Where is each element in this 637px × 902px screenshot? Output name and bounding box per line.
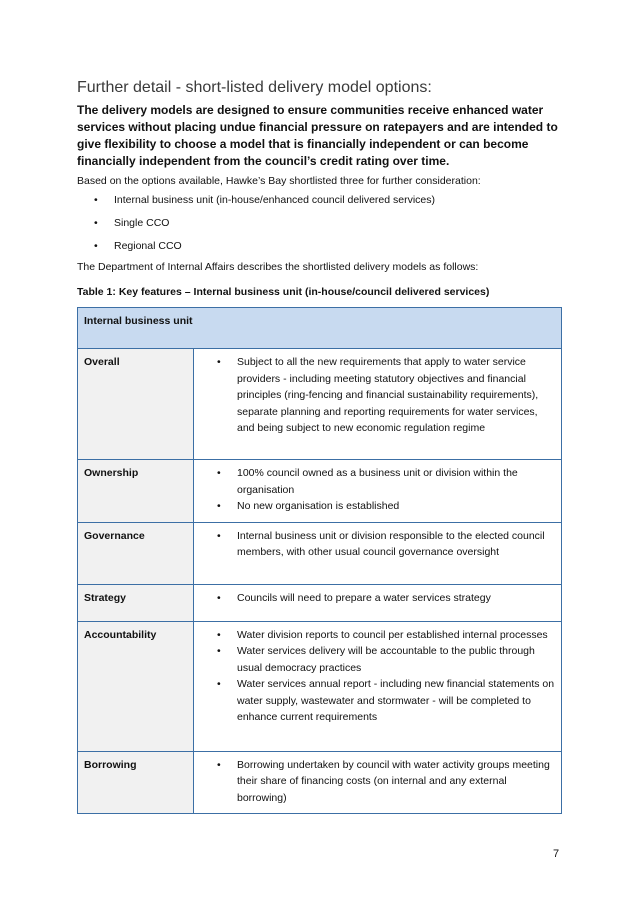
table-row <box>78 751 562 814</box>
row-label: Governance <box>78 522 194 584</box>
row-detail <box>194 460 562 523</box>
item-text: Internal business unit or division responsible to the elected council members, with other usual council governance oversight <box>237 529 545 558</box>
row-detail <box>194 621 562 751</box>
list-item <box>77 239 562 254</box>
bullet-icon: • <box>217 591 221 604</box>
bullet-icon: • <box>217 628 221 641</box>
option-text: Internal business unit (in-house/enhanced council delivered services) <box>114 194 436 206</box>
table-row <box>78 522 562 584</box>
row-label: Strategy <box>78 584 194 621</box>
item-text: Councils will need to prepare a water services strategy <box>237 591 491 604</box>
item-text: Water services delivery will be accountable to the public through usual democracy practices <box>237 645 535 674</box>
list-item <box>200 590 555 607</box>
bullet-icon: • <box>217 645 221 657</box>
bullet-icon: • <box>217 467 221 479</box>
bullet-icon: • <box>217 758 221 771</box>
table-row <box>78 584 562 621</box>
list-item <box>200 354 555 437</box>
table-row <box>78 621 562 751</box>
table-caption: Table 1: Key features – Internal business unit (in-house/council delivered services) <box>77 286 490 298</box>
row-detail <box>194 522 562 584</box>
table-header: Internal business unit <box>78 308 562 349</box>
bullet-icon: • <box>94 217 98 229</box>
shortlist-intro: Based on the options available, Hawke’s Bay shortlisted three for further consideration: <box>77 175 481 187</box>
row-detail <box>194 751 562 814</box>
detail-list <box>200 528 555 561</box>
list-item <box>200 627 555 644</box>
list-item <box>77 216 562 231</box>
row-detail <box>194 349 562 460</box>
section-heading: Further detail - short-listed delivery model options: <box>77 79 432 96</box>
item-text: Borrowing undertaken by council with water activity groups meeting their share of financing costs (on internal and any external borrowing) <box>237 758 550 804</box>
table-header-row <box>78 308 562 349</box>
table-row <box>78 460 562 523</box>
item-text: Subject to all the new requirements that apply to water service providers - including meeting statutory objectives and financial principles (ring-fencing and financial sustainability requirements), separate planning and reporting requirements for water services, and being subject to new economic regulation regime <box>237 356 539 434</box>
detail-list <box>200 590 555 607</box>
list-item <box>200 498 555 515</box>
detail-list <box>200 627 555 726</box>
option-text: Regional CCO <box>114 240 182 252</box>
row-detail <box>194 584 562 621</box>
list-item <box>200 528 555 561</box>
key-features-table <box>77 307 562 814</box>
bullet-icon: • <box>94 194 98 206</box>
item-text: Water services annual report - including new financial statements on water supply, wastewater and stormwater - will be completed to enhance current requirements <box>237 678 555 723</box>
row-label: Overall <box>78 349 194 460</box>
document-page <box>77 78 562 814</box>
list-item <box>200 643 555 676</box>
list-item <box>200 465 555 498</box>
table-row <box>78 349 562 460</box>
page-number: 7 <box>553 848 560 860</box>
detail-list <box>200 354 555 437</box>
bullet-icon: • <box>217 678 221 690</box>
dia-intro: The Department of Internal Affairs describes the shortlisted delivery models as follows: <box>77 261 479 273</box>
intro-paragraph: The delivery models are designed to ensure communities receive enhanced water services without placing undue financial pressure on ratepayers and are intended to give flexibility to choose a model that is financially independent or can become financially independent from the council’s credit rating over time. <box>77 103 558 168</box>
list-item <box>77 193 562 208</box>
list-item <box>200 676 555 726</box>
item-text: Water division reports to council per established internal processes <box>237 628 548 641</box>
bullet-icon: • <box>217 356 221 368</box>
option-text: Single CCO <box>114 217 170 229</box>
row-label: Borrowing <box>78 751 194 814</box>
options-list <box>77 193 562 254</box>
bullet-icon: • <box>217 500 221 512</box>
detail-list <box>200 465 555 515</box>
detail-list <box>200 757 555 807</box>
item-text: No new organisation is established <box>237 500 400 512</box>
bullet-icon: • <box>94 240 98 252</box>
row-label: Accountability <box>78 621 194 751</box>
row-label: Ownership <box>78 460 194 523</box>
list-item <box>200 757 555 807</box>
bullet-icon: • <box>217 529 221 542</box>
item-text: 100% council owned as a business unit or division within the organisation <box>237 467 518 496</box>
